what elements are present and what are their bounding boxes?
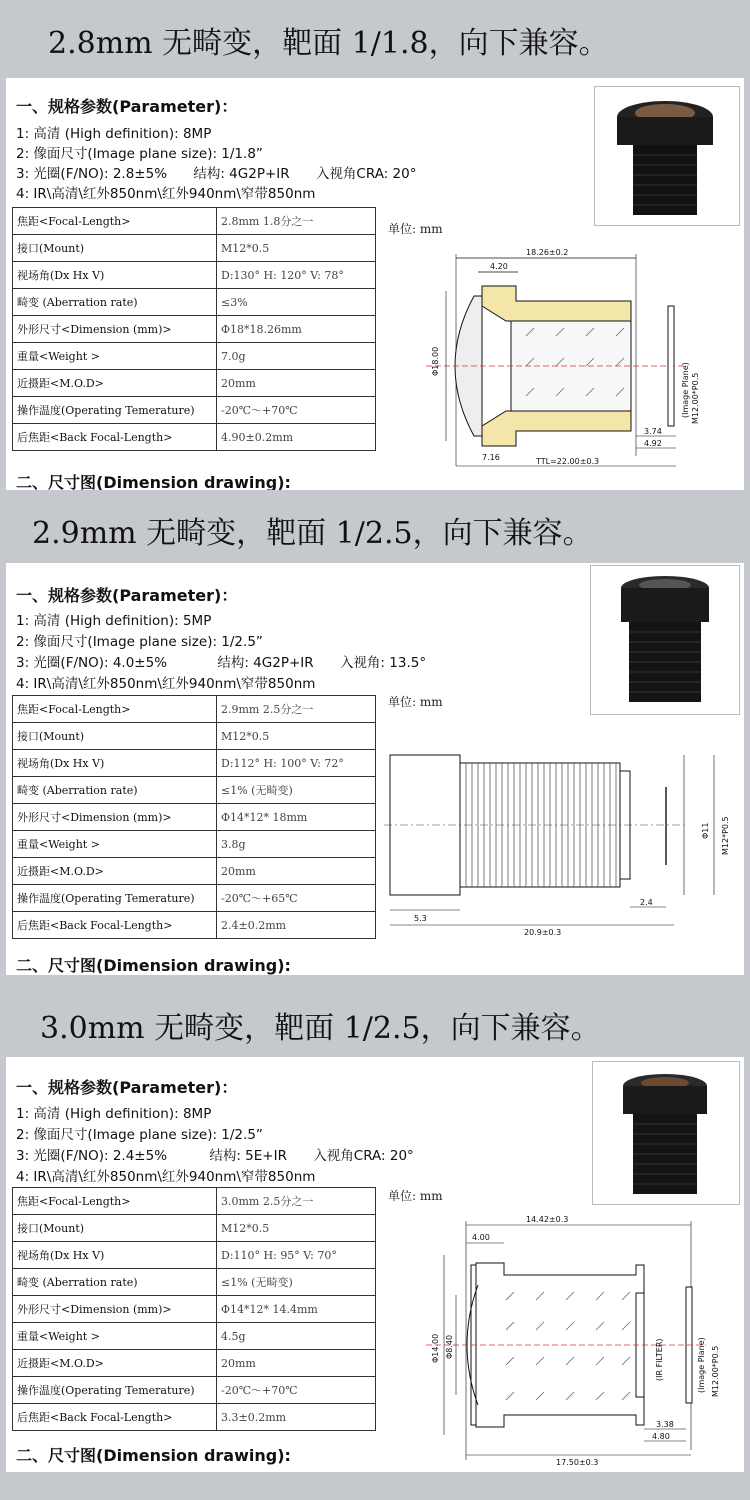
table-row: [13, 804, 376, 831]
spec-value: M12*0.5: [217, 1215, 376, 1242]
section-1-card: [6, 78, 744, 490]
dim-thread: M12.00*P0.5: [691, 372, 700, 424]
dim-diameter: Φ11: [701, 822, 710, 839]
spec-key: 接口(Mount): [13, 235, 217, 262]
table-row: [13, 696, 376, 723]
dim-thread: M12*P0.5: [721, 816, 730, 855]
spec-value: Φ14*12* 14.4mm: [217, 1296, 376, 1323]
spec-value: 3.8g: [217, 831, 376, 858]
spec-value: 2.4±0.2mm: [217, 912, 376, 939]
unit-label: 单位: mm: [388, 222, 443, 236]
spec-key: 后焦距<Back Focal-Length>: [13, 1404, 217, 1431]
params-title: 一、规格参数(Parameter)：: [16, 97, 238, 116]
spec-value: D:110° H: 95° V: 70°: [217, 1242, 376, 1269]
spec-value: 20mm: [217, 858, 376, 885]
spec-value: 2.8mm 1.8分之一: [217, 208, 376, 235]
dim-r2: 4.92: [644, 439, 662, 448]
lens-photo-image: [595, 87, 739, 225]
dimension-title: 二、尺寸图(Dimension drawing):: [16, 956, 291, 975]
dim-total: 20.9±0.3: [524, 928, 562, 937]
spec-key: 外形尺寸<Dimension (mm)>: [13, 804, 217, 831]
table-row: [13, 831, 376, 858]
spec-value: Φ18*18.26mm: [217, 316, 376, 343]
dim-diameter-outer: Φ14.00: [431, 1333, 440, 1363]
spec-value: D:130° H: 120° V: 78°: [217, 262, 376, 289]
spec-key: 操作温度(Operating Temerature): [13, 397, 217, 424]
spec-key: 畸变 (Aberration rate): [13, 777, 217, 804]
params-title: 一、规格参数(Parameter)：: [16, 586, 238, 605]
table-row: [13, 885, 376, 912]
unit-label: 单位: mm: [388, 695, 443, 709]
spec-table: [12, 695, 376, 939]
table-row: [13, 1215, 376, 1242]
spec-value: 3.0mm 2.5分之一: [217, 1188, 376, 1215]
table-row: [13, 262, 376, 289]
spec-key: 视场角(Dx Hx V): [13, 1242, 217, 1269]
spec-table: [12, 1187, 376, 1431]
unit-label: 单位: mm: [388, 1189, 443, 1203]
lens-photo-image: [593, 1062, 739, 1204]
table-row: [13, 397, 376, 424]
spec-key: 焦距<Focal-Length>: [13, 1188, 217, 1215]
section-2-banner: 2.9mm 无畸变，靶面 1/2.5，向下兼容。: [32, 516, 593, 551]
param-aperture: 3: 光圈(F/NO): 2.8±5%: [16, 166, 168, 182]
spec-value: M12*0.5: [217, 235, 376, 262]
spec-key: 近摄距<M.O.D>: [13, 370, 217, 397]
spec-key: 外形尺寸<Dimension (mm)>: [13, 316, 217, 343]
param-image-plane: 2: 像面尺寸(Image plane size): 1/2.5”: [16, 1127, 263, 1143]
dim-diameter-inner: Φ8.40: [445, 1334, 454, 1359]
spec-key: 重量<Weight >: [13, 343, 217, 370]
lens-photo: [590, 565, 740, 715]
dimension-drawing: [386, 246, 716, 472]
dimension-title: 二、尺寸图(Dimension drawing):: [16, 1446, 291, 1465]
dim-left: 7.16: [482, 453, 500, 462]
table-row: [13, 343, 376, 370]
table-row: [13, 1404, 376, 1431]
dim-ir-filter: (IR FILTER): [655, 1338, 664, 1381]
dim-r1: 2.4: [640, 898, 653, 907]
param-aperture: 3: 光圈(F/NO): 4.0±5%: [16, 655, 168, 671]
table-row: [13, 1296, 376, 1323]
spec-value: ≤1% (无畸变): [217, 777, 376, 804]
section-2-card: [6, 563, 744, 975]
section-1-banner: 2.8mm 无畸变，靶面 1/1.8，向下兼容。: [48, 26, 609, 61]
table-row: [13, 1269, 376, 1296]
table-row: [13, 750, 376, 777]
spec-key: 近摄距<M.O.D>: [13, 858, 217, 885]
spec-value: 4.5g: [217, 1323, 376, 1350]
param-structure: 结构: 4G2P+IR: [217, 655, 314, 671]
dim-r1: 3.74: [644, 427, 662, 436]
param-aperture: 3: 光圈(F/NO): 2.4±5%: [16, 1148, 168, 1164]
table-row: [13, 858, 376, 885]
table-row: [13, 424, 376, 451]
spec-key: 焦距<Focal-Length>: [13, 208, 217, 235]
param-ir: 4: IR\高清\红外850nm\红外940nm\窄带850nm: [16, 186, 316, 202]
lens-photo: [592, 1061, 740, 1205]
spec-key: 重量<Weight >: [13, 1323, 217, 1350]
spec-value: D:112° H: 100° V: 72°: [217, 750, 376, 777]
dim-flange: 4.20: [490, 262, 508, 271]
spec-key: 视场角(Dx Hx V): [13, 262, 217, 289]
table-row: [13, 1188, 376, 1215]
params-title: 一、规格参数(Parameter)：: [16, 1078, 238, 1097]
dim-top: 18.26±0.2: [526, 248, 569, 257]
param-image-plane: 2: 像面尺寸(Image plane size): 1/1.8”: [16, 146, 263, 162]
table-row: [13, 289, 376, 316]
spec-table: [12, 207, 376, 451]
spec-key: 畸变 (Aberration rate): [13, 1269, 217, 1296]
table-row: [13, 235, 376, 262]
param-resolution: 1: 高清 (High definition): 8MP: [16, 126, 212, 142]
param-structure: 结构: 5E+IR: [209, 1148, 287, 1164]
dimension-title: 二、尺寸图(Dimension drawing):: [16, 473, 291, 490]
spec-value: Φ14*12* 18mm: [217, 804, 376, 831]
table-row: [13, 1323, 376, 1350]
spec-key: 接口(Mount): [13, 1215, 217, 1242]
section-3-card: [6, 1057, 744, 1472]
spec-value: -20℃～+70℃: [217, 1377, 376, 1404]
spec-key: 畸变 (Aberration rate): [13, 289, 217, 316]
dim-r1: 3.38: [656, 1420, 674, 1429]
lens-photo: [594, 86, 740, 226]
spec-key: 重量<Weight >: [13, 831, 217, 858]
spec-key: 焦距<Focal-Length>: [13, 696, 217, 723]
table-row: [13, 1350, 376, 1377]
dim-image-plane: (Image Plane): [697, 1337, 706, 1393]
spec-value: ≤1% (无畸变): [217, 1269, 376, 1296]
param-aperture-line: [16, 162, 416, 182]
spec-value: 3.3±0.2mm: [217, 1404, 376, 1431]
spec-value: M12*0.5: [217, 723, 376, 750]
spec-value: 7.0g: [217, 343, 376, 370]
spec-key: 接口(Mount): [13, 723, 217, 750]
param-aperture-line: [16, 1144, 414, 1164]
param-resolution: 1: 高清 (High definition): 5MP: [16, 613, 212, 629]
spec-value: -20℃～+70℃: [217, 397, 376, 424]
section-3-banner: 3.0mm 无畸变，靶面 1/2.5，向下兼容。: [40, 1011, 601, 1046]
dim-left: 5.3: [414, 914, 427, 923]
spec-key: 外形尺寸<Dimension (mm)>: [13, 1296, 217, 1323]
spec-key: 视场角(Dx Hx V): [13, 750, 217, 777]
spec-key: 操作温度(Operating Temerature): [13, 885, 217, 912]
dim-diameter: Φ18.00: [431, 346, 440, 376]
dim-thread: M12.00*P0.5: [711, 1345, 720, 1397]
param-image-plane: 2: 像面尺寸(Image plane size): 1/2.5”: [16, 634, 263, 650]
dimension-drawing: [386, 1215, 731, 1467]
spec-key: 后焦距<Back Focal-Length>: [13, 424, 217, 451]
spec-value: 2.9mm 2.5分之一: [217, 696, 376, 723]
dim-r2: 4.80: [652, 1432, 670, 1441]
spec-key: 后焦距<Back Focal-Length>: [13, 912, 217, 939]
spec-key: 操作温度(Operating Temerature): [13, 1377, 217, 1404]
param-aperture-line: [16, 651, 426, 671]
dim-flange: 4.00: [472, 1233, 490, 1242]
table-row: [13, 912, 376, 939]
table-row: [13, 208, 376, 235]
table-row: [13, 316, 376, 343]
table-row: [13, 1377, 376, 1404]
lens-photo-image: [591, 566, 739, 714]
spec-value: ≤3%: [217, 289, 376, 316]
dim-image-plane: (Image Plane): [681, 362, 690, 418]
param-cra: 入视角CRA: 20°: [315, 166, 417, 182]
table-row: [13, 370, 376, 397]
spec-value: 20mm: [217, 370, 376, 397]
dimension-drawing: [384, 735, 734, 945]
table-row: [13, 777, 376, 804]
spec-value: -20℃～+65℃: [217, 885, 376, 912]
param-structure: 结构: 4G2P+IR: [193, 166, 290, 182]
dim-ttl: TTL=22.00±0.3: [536, 457, 600, 466]
param-resolution: 1: 高清 (High definition): 8MP: [16, 1106, 212, 1122]
param-cra: 入视角CRA: 20°: [313, 1148, 414, 1164]
param-ir: 4: IR\高清\红外850nm\红外940nm\窄带850nm: [16, 1169, 316, 1185]
spec-value: 20mm: [217, 1350, 376, 1377]
dim-bottom: 17.50±0.3: [556, 1458, 599, 1467]
param-cra: 入视角: 13.5°: [339, 655, 427, 671]
spec-value: 4.90±0.2mm: [217, 424, 376, 451]
spec-key: 近摄距<M.O.D>: [13, 1350, 217, 1377]
table-row: [13, 723, 376, 750]
param-ir: 4: IR\高清\红外850nm\红外940nm\窄带850nm: [16, 676, 316, 692]
dim-top: 14.42±0.3: [526, 1215, 569, 1224]
table-row: [13, 1242, 376, 1269]
